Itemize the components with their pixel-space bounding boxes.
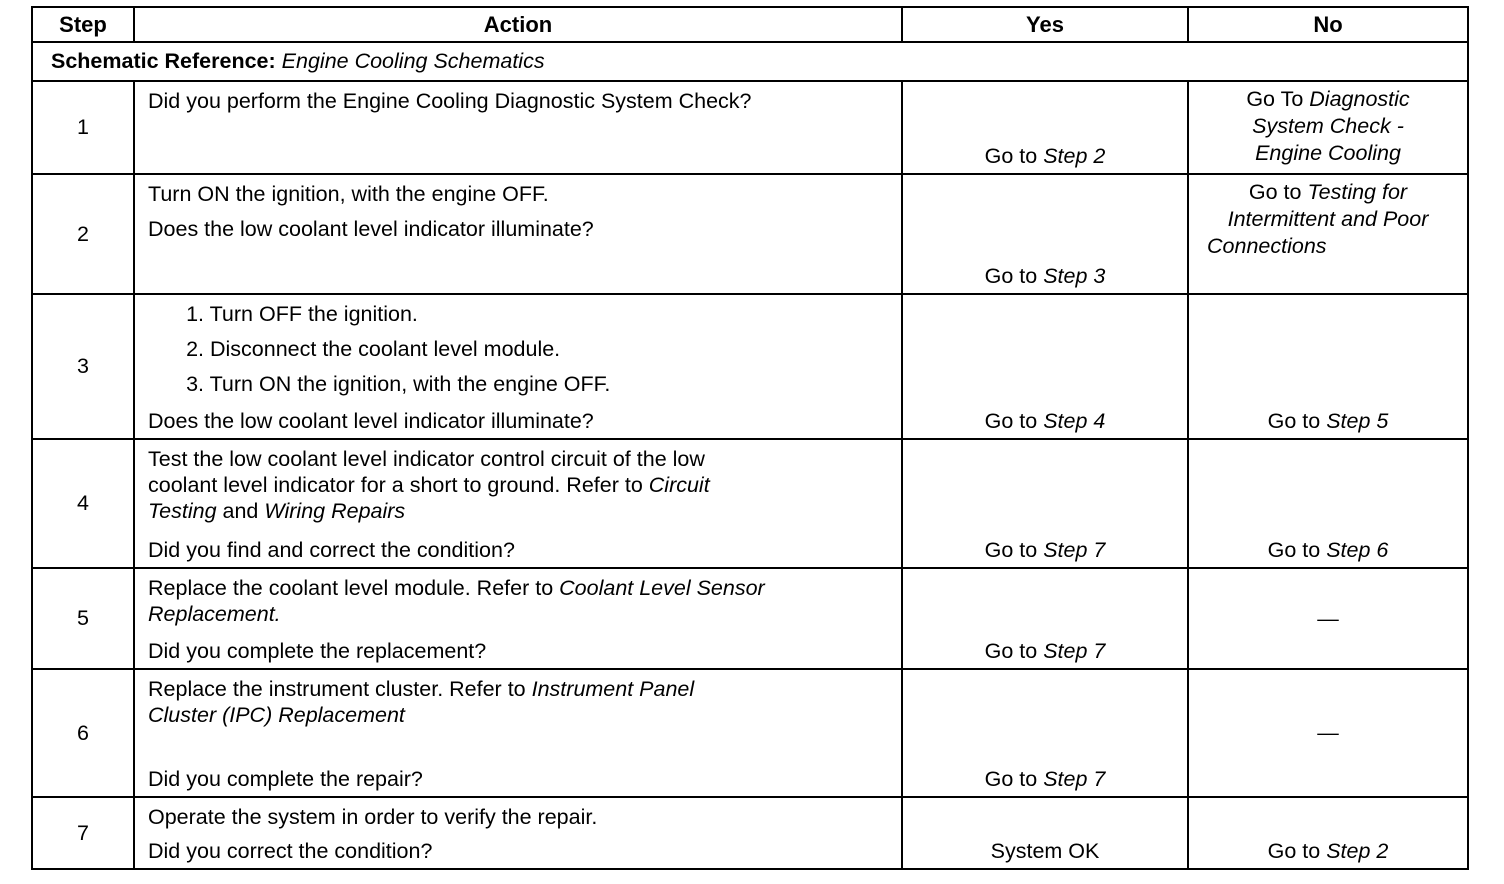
procedure-link-cont[interactable]: System Check -	[1252, 114, 1404, 138]
action-cell	[134, 81, 902, 174]
no-cell	[1188, 568, 1468, 669]
schematic-reference	[32, 42, 1468, 81]
reference-link[interactable]: Testing	[148, 499, 217, 523]
reference-link[interactable]: Replacement.	[148, 602, 281, 626]
action-question: Did you find and correct the condition?	[148, 538, 515, 562]
yes-cell	[902, 81, 1188, 174]
step-number: 6	[32, 669, 134, 797]
yes-result: Go to Step 3	[984, 264, 1106, 288]
step-link[interactable]: Step 6	[1326, 538, 1389, 562]
table-row	[32, 797, 1468, 869]
action-text: coolant level indicator for a short to ground. Refer to Circuit	[148, 473, 710, 497]
action-cell	[134, 294, 902, 439]
step-number: 1	[32, 81, 134, 174]
yes-result: System OK	[990, 839, 1100, 863]
yes-cell	[902, 439, 1188, 568]
yes-result: Go to Step 7	[984, 767, 1106, 791]
list-item: 1. Turn OFF the ignition.	[186, 302, 418, 326]
action-text	[148, 601, 891, 627]
reference-link[interactable]: Circuit	[648, 473, 710, 497]
reference-link[interactable]: Cluster (IPC) Replacement	[148, 703, 405, 727]
no-result-dash: —	[1317, 606, 1339, 630]
no-cell	[1188, 439, 1468, 568]
step-number: 2	[32, 174, 134, 294]
no-result: Go to Step 5	[1267, 409, 1389, 433]
step-link[interactable]: Step 3	[1043, 264, 1106, 288]
action-cell	[134, 669, 902, 797]
schematic-reference-row	[32, 42, 1468, 81]
procedure-link-cont[interactable]: Engine Cooling	[1255, 141, 1401, 165]
action-question: Does the low coolant level indicator illuminate?	[148, 217, 594, 241]
step-link[interactable]: Step 7	[1043, 538, 1106, 562]
action-text: Operate the system in order to verify the repair.	[148, 805, 598, 829]
list-item: 2. Disconnect the coolant level module.	[186, 337, 561, 361]
table-row	[32, 294, 1468, 439]
header-yes: Yes	[902, 7, 1188, 42]
header-action: Action	[134, 7, 902, 42]
action-cell	[134, 568, 902, 669]
no-cell	[1188, 294, 1468, 439]
procedure-link-cont[interactable]: Intermittent and Poor	[1227, 207, 1429, 231]
action-text: Testing and Wiring Repairs	[148, 499, 406, 523]
table-row	[32, 174, 1468, 294]
action-text: Turn ON the ignition, with the engine OFF.	[148, 182, 549, 206]
action-question: Does the low coolant level indicator illuminate?	[148, 409, 594, 433]
procedure-link[interactable]: Testing for	[1307, 180, 1408, 204]
yes-result: Go to Step 7	[984, 639, 1106, 663]
header-step: Step	[32, 7, 134, 42]
action-text: Did you perform the Engine Cooling Diagnostic System Check?	[148, 89, 752, 113]
reference-link[interactable]: Instrument Panel	[531, 677, 695, 701]
step-number: 7	[32, 797, 134, 869]
no-result: Go to Step 2	[1267, 839, 1389, 863]
yes-cell	[902, 797, 1188, 869]
reference-link[interactable]: Coolant Level Sensor	[559, 576, 765, 600]
procedure-link[interactable]: Diagnostic	[1309, 87, 1410, 111]
header-no: No	[1188, 7, 1468, 42]
procedure-link-cont[interactable]: Connections	[1207, 234, 1327, 258]
action-text: Replace the coolant level module. Refer to Coolant Level Sensor	[148, 576, 765, 600]
action-text: Test the low coolant level indicator control circuit of the low	[148, 447, 705, 471]
step-link[interactable]: Step 2	[1043, 144, 1106, 168]
action-cell	[134, 797, 902, 869]
yes-result: Go to Step 7	[984, 538, 1106, 562]
action-question: Did you complete the repair?	[148, 767, 423, 791]
step-number: 3	[32, 294, 134, 439]
table-row	[32, 568, 1468, 669]
yes-result: Go to Step 4	[984, 409, 1106, 433]
no-result-dash: —	[1317, 720, 1339, 745]
action-question: Did you correct the condition?	[148, 839, 433, 863]
yes-cell	[902, 174, 1188, 294]
step-link[interactable]: Step 7	[1043, 639, 1106, 663]
action-cell	[134, 439, 902, 568]
diagnostic-table	[31, 6, 1469, 870]
step-link[interactable]: Step 2	[1326, 839, 1389, 863]
step-number: 5	[32, 568, 134, 669]
action-cell	[134, 174, 902, 294]
reference-link[interactable]: Wiring Repairs	[264, 499, 406, 523]
list-item: 3. Turn ON the ignition, with the engine OFF.	[186, 372, 611, 396]
no-result: Go To Diagnostic System Check - Engine Cooling	[1246, 87, 1410, 165]
schematic-link[interactable]: Engine Cooling Schematics	[281, 49, 545, 73]
step-link[interactable]: Step 4	[1043, 409, 1106, 433]
yes-cell	[902, 568, 1188, 669]
action-question: Did you complete the replacement?	[148, 639, 487, 663]
step-number: 4	[32, 439, 134, 568]
no-cell	[1188, 669, 1468, 797]
action-text: Replace the instrument cluster. Refer to Instrument Panel	[148, 677, 695, 701]
step-link[interactable]: Step 7	[1043, 767, 1106, 791]
no-result: Go to Testing for Intermittent and Poor Connections	[1207, 180, 1429, 258]
no-cell	[1188, 797, 1468, 869]
table-row	[32, 439, 1468, 568]
step-link[interactable]: Step 5	[1326, 409, 1389, 433]
no-cell	[1188, 81, 1468, 174]
no-result: Go to Step 6	[1267, 538, 1389, 562]
yes-cell	[902, 294, 1188, 439]
action-text	[148, 702, 891, 728]
schematic-label: Schematic Reference:	[51, 49, 276, 73]
no-cell	[1188, 174, 1468, 294]
yes-result: Go to Step 2	[984, 144, 1106, 168]
table-row	[32, 669, 1468, 797]
table-row	[32, 81, 1468, 174]
yes-cell	[902, 669, 1188, 797]
header-row	[32, 7, 1468, 42]
